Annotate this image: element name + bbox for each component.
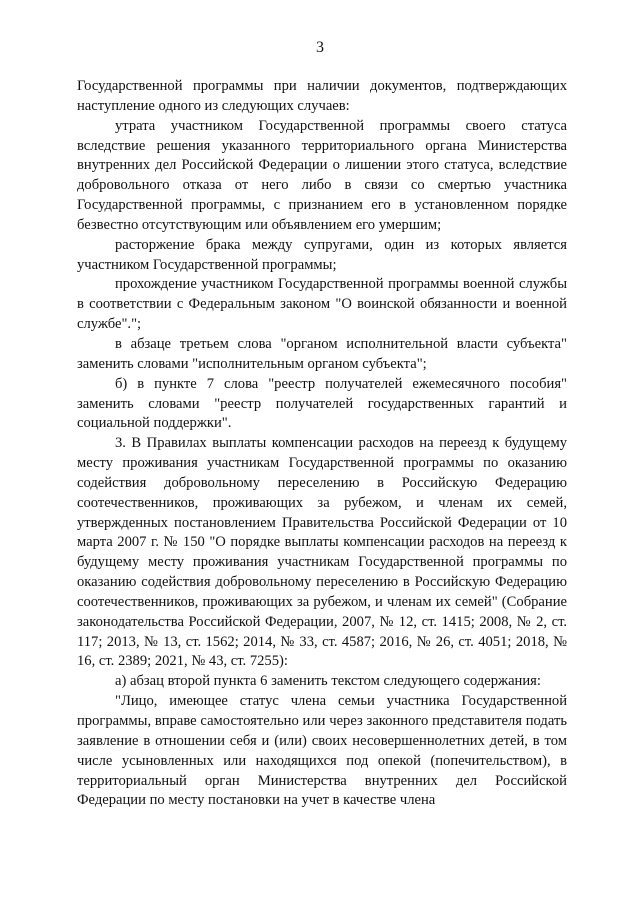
paragraph-section-3: 3. В Правилах выплаты компенсации расходов на переезд к будущему месту проживания участникам Государственной программы по оказанию содействия добровольному переселению в Российскую Федерацию соотечественников, проживающих за рубежом, и членам их семей, утвержденных постановлением Правительства Российской Федерации от 10 марта 2007 г. № 150 "О порядке выплаты компенсации расходов на переезд к будущему месту проживания участникам Государственной программы по оказанию содействия добровольному переселению в Российскую Федерацию соотечественников, проживающих за рубежом, и членам их семей" (Собрание законодательства Российской Федерации, 2007, № 12, ст. 1415; 2008, № 2, ст. 117; 2013, № 13, ст. 1562; 2014, № 33, ст. 4587; 2016, № 26, ст. 4051; 2018, № 16, ст. 2389; 2021, № 43, ст. 7255): [77, 435, 567, 670]
paragraph-item-b: б) в пункте 7 слова "реестр получателей ежемесячного пособия" заменить словами "реестр получателей государственных гарантий и социальной поддержки". [77, 375, 567, 432]
paragraph-status-loss: утрата участником Государственной программы своего статуса вследствие решения указанного территориального органа Министерства внутренних дел Российской Федерации о лишении этого статуса, вследствие добровольного отказа от него либо в связи со смертью участника Государственной программы, с признанием его в установленном порядке безвестно отсутствующим или объявлением его умершим; [77, 117, 567, 233]
document-body [77, 77, 567, 811]
paragraph-family-member: "Лицо, имеющее статус члена семьи участника Государственной программы, вправе самостоятельно или через законного представителя подать заявление в отношении себя и (или) своих несовершеннолетних детей, в том числе усыновленных или находящихся под опекой (попечительством), в территориальный орган Министерства внутренних дел Российской Федерации по месту постановки на учет в качестве члена [77, 693, 567, 809]
page-number: 3 [316, 39, 324, 56]
paragraph-military-service: прохождение участником Государственной программы военной службы в соответствии с Федеральным законом "О воинской обязанности и военной службе"."; [77, 276, 567, 333]
paragraph-divorce: расторжение брака между супругами, один из которых является участником Государственной программы; [77, 236, 567, 273]
paragraph-continuation: Государственной программы при наличии документов, подтверждающих наступление одного из следующих случаев: [77, 78, 567, 114]
paragraph-item-a: а) абзац второй пункта 6 заменить текстом следующего содержания: [115, 673, 541, 690]
paragraph-third-clause-amendment: в абзаце третьем слова "органом исполнительной власти субъекта" заменить словами "исполнительным органом субъекта"; [77, 335, 567, 372]
